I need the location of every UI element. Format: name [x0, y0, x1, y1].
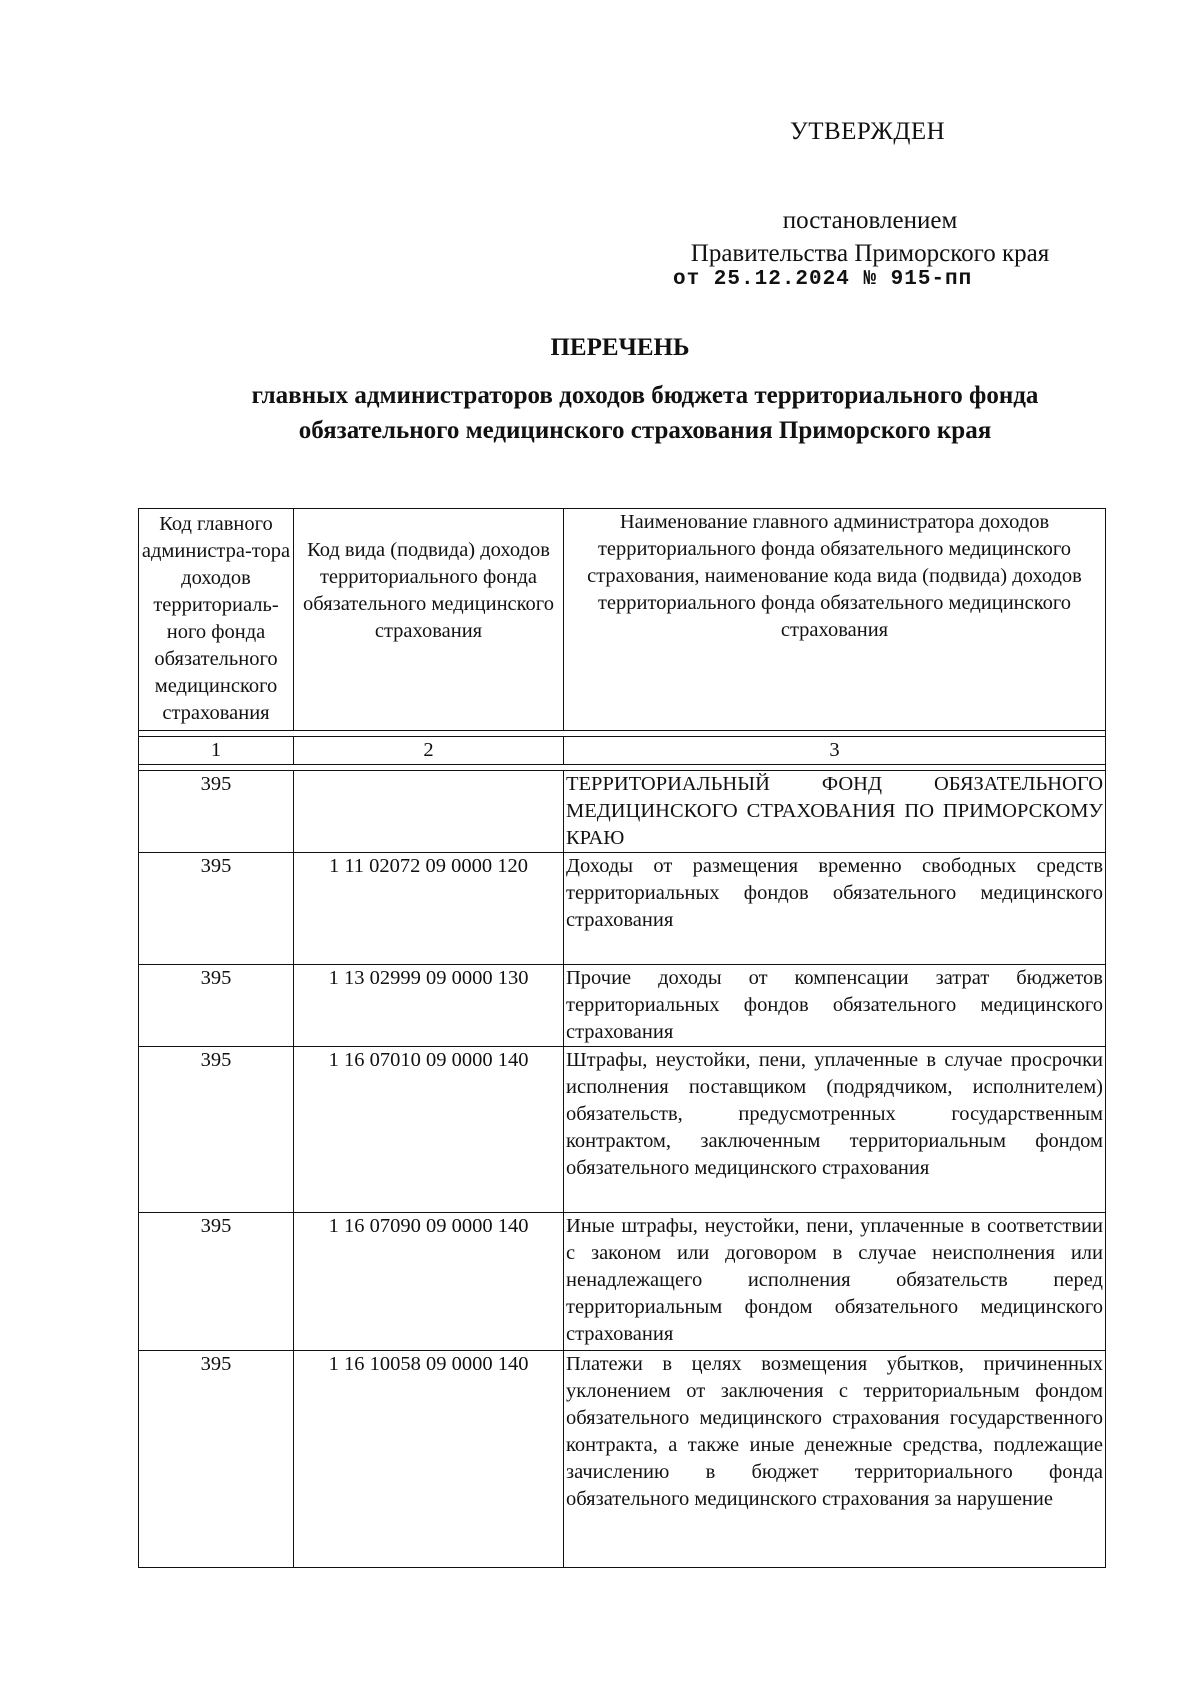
decree-reference	[660, 204, 1080, 270]
column-header-admin-code: Код главного администра-тора доходов территориаль-ного фонда обязательного медицинского страхования	[139, 509, 294, 731]
income-code-cell: 1 13 02999 09 0000 130	[294, 965, 564, 1047]
subtitle-line-1: главных администраторов доходов бюджета территориального фонда	[251, 382, 1039, 409]
name-cell: ТЕРРИТОРИАЛЬНЫЙ ФОНД ОБЯЗАТЕЛЬНОГО МЕДИЦИНСКОГО СТРАХОВАНИЯ ПО ПРИМОРСКОМУ КРАЮ	[564, 771, 1106, 853]
table-row	[139, 771, 1106, 853]
name-cell	[564, 1351, 1106, 1568]
admin-code-cell: 395	[139, 1047, 294, 1213]
name-cell: Доходы от размещения временно свободных средств территориальных фондов обязательного медицинского страхования	[564, 853, 1106, 965]
income-code-cell: 1 16 10058 09 0000 140	[294, 1351, 564, 1568]
name-cell: Прочие доходы от компенсации затрат бюджетов территориальных фондов обязательного медицинского страхования	[564, 965, 1106, 1047]
column-number: 2	[294, 737, 564, 765]
administrators-table	[138, 508, 1106, 1568]
column-number: 1	[139, 737, 294, 765]
decree-line-1: постановлением	[782, 207, 958, 234]
admin-code-cell: 395	[139, 1213, 294, 1351]
table-header-row	[139, 509, 1106, 731]
admin-code-cell: 395	[139, 771, 294, 853]
document-title: ПЕРЕЧЕНЬ	[550, 334, 690, 361]
approved-stamp: УТВЕРЖДЕН	[790, 118, 946, 145]
name-cell-text: Платежи в целях возмещения убытков, причиненных уклонением от заключения с территориальным фондом обязательного медицинского страхования государственного контракта, а также иные денежные средства, подлежащие зачислению в бюджет территориального фонда обязательного медицинского страхования за нарушение	[566, 1353, 1103, 1510]
admin-code-cell: 395	[139, 853, 294, 965]
table-row	[139, 965, 1106, 1047]
column-number-row	[139, 737, 1106, 765]
admin-code-cell: 395	[139, 1351, 294, 1568]
table-row	[139, 1351, 1106, 1568]
income-code-cell: 1 16 07090 09 0000 140	[294, 1213, 564, 1351]
table-row	[139, 853, 1106, 965]
subtitle-line-2: обязательного медицинского страхования Приморского края	[298, 417, 992, 444]
table-row	[139, 1213, 1106, 1351]
decree-date: от 25.12.2024 № 915-пп	[673, 268, 973, 291]
income-code-cell: 1 16 07010 09 0000 140	[294, 1047, 564, 1213]
income-code-cell: 1 11 02072 09 0000 120	[294, 853, 564, 965]
income-code-cell	[294, 771, 564, 853]
table-row	[139, 1047, 1106, 1213]
name-cell: Иные штрафы, неустойки, пени, уплаченные в соответствии с законом или договором в случае неисполнения или ненадлежащего исполнения обязательств перед территориальным фондом обязательного медицинского страхования	[564, 1213, 1106, 1351]
column-header-name: Наименование главного администратора доходов территориального фонда обязательного медицинского страхования, наименование кода вида (подвида) доходов территориального фонда обязательного медицинского страхования	[564, 509, 1106, 731]
name-cell: Штрафы, неустойки, пени, уплаченные в случае просрочки исполнения поставщиком (подрядчиком, исполнителем) обязательств, предусмотренных государственным контрактом, заключенным территориальным фондом обязательного медицинского страхования	[564, 1047, 1106, 1213]
decree-line-2: Правительства Приморского края	[690, 240, 1050, 267]
column-number: 3	[564, 737, 1106, 765]
column-header-income-code: Код вида (подвида) доходов территориального фонда обязательного медицинского страхования	[294, 509, 564, 731]
admin-code-cell: 395	[139, 965, 294, 1047]
document-subtitle	[100, 378, 1190, 448]
